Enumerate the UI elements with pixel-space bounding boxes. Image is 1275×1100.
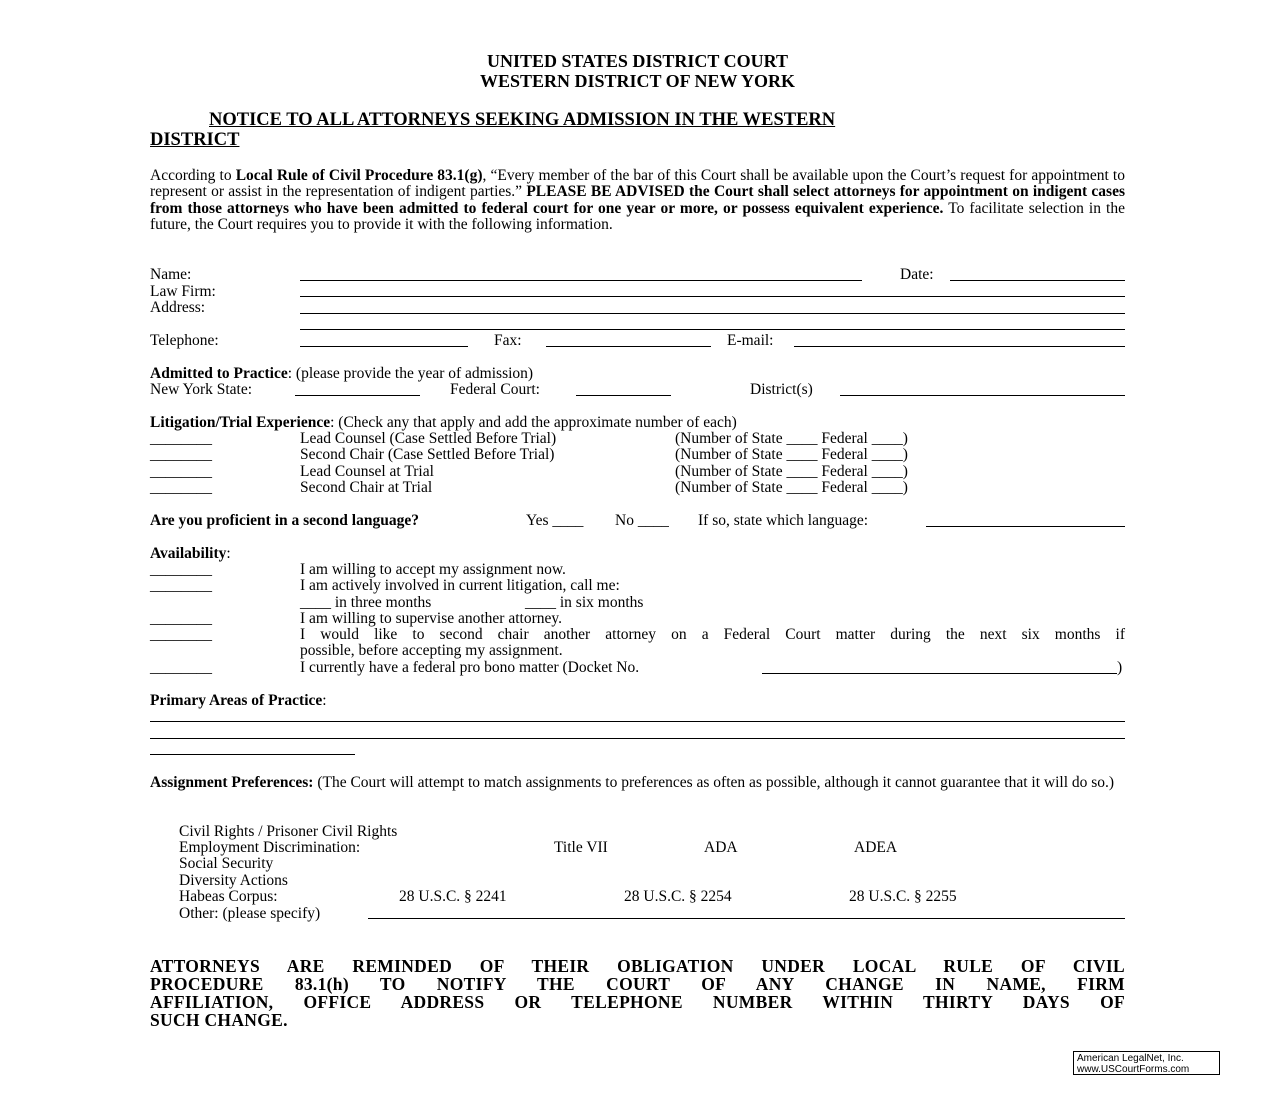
pref-habeas-corpus: Habeas Corpus: xyxy=(179,888,278,905)
availability-checkbox[interactable]: ________ xyxy=(150,577,212,594)
pref-other-label: Other: (please specify) xyxy=(179,905,321,922)
availability-heading-label: Availability xyxy=(150,545,227,562)
local-rule-reference: Local Rule of Civil Procedure 83.1(g) xyxy=(235,167,483,184)
notice-title-line2: DISTRICT xyxy=(150,130,240,150)
publisher-name: American LegalNet, Inc. xyxy=(1077,1053,1184,1064)
litigation-heading xyxy=(150,415,737,431)
pref-adea[interactable]: ADEA xyxy=(854,839,898,856)
publisher-footer xyxy=(1073,1051,1220,1075)
pref-other-field[interactable] xyxy=(368,918,1125,919)
pref-employment-discrimination: Employment Discrimination: xyxy=(179,839,361,856)
availability-item-current-litigation: I am actively involved in current litigation, call me: xyxy=(300,577,620,594)
publisher-website: www.USCourtForms.com xyxy=(1077,1064,1190,1075)
litigation-heading-label: Litigation/Trial Experience xyxy=(150,414,331,431)
pref-usc-2241[interactable]: 28 U.S.C. § 2241 xyxy=(399,888,507,905)
availability-checkbox[interactable]: ________ xyxy=(150,626,212,643)
fax-label: Fax: xyxy=(494,332,522,349)
litigation-checkbox[interactable]: ________ xyxy=(150,446,212,463)
availability-colon: : xyxy=(226,545,231,562)
language-which-field[interactable] xyxy=(926,526,1125,527)
warning-line: SUCH CHANGE. xyxy=(150,1010,288,1030)
three-months-field[interactable]: ____ in three months xyxy=(300,594,432,611)
admitted-heading-label: Admitted to Practice xyxy=(150,365,288,382)
federal-court-field[interactable] xyxy=(576,395,671,396)
litigation-item-label: Second Chair (Case Settled Before Trial) xyxy=(300,446,555,463)
availability-item-accept-now: I am willing to accept my assignment now. xyxy=(300,561,566,578)
language-which-label: If so, state which language: xyxy=(698,512,869,529)
practice-heading xyxy=(150,693,327,709)
intro-paragraph xyxy=(150,168,1125,233)
date-label: Date: xyxy=(900,266,934,283)
new-york-state-field[interactable] xyxy=(295,395,420,396)
litigation-item-count[interactable]: (Number of State ____ Federal ____) xyxy=(675,430,908,447)
docket-number-field[interactable] xyxy=(762,673,1117,674)
telephone-label: Telephone: xyxy=(150,332,219,349)
practice-colon: : xyxy=(322,692,327,709)
admitted-heading xyxy=(150,366,533,382)
warning-line: PROCEDURE 83.1(h) TO NOTIFY THE COURT OF ANY CHANGE IN NAME, FIRM xyxy=(150,974,1125,994)
pref-civil-rights[interactable]: Civil Rights / Prisoner Civil Rights xyxy=(179,823,398,840)
pref-title-vii[interactable]: Title VII xyxy=(554,839,608,856)
districts-field[interactable] xyxy=(840,395,1125,396)
availability-item-second-chair-line2: possible, before accepting my assignment. xyxy=(300,642,563,659)
address-field-line1[interactable] xyxy=(300,313,1125,314)
warning-line: AFFILIATION, OFFICE ADDRESS OR TELEPHONE NUMBER WITHIN THIRTY DAYS OF xyxy=(150,992,1125,1012)
warning-line: ATTORNEYS ARE REMINDED OF THEIR OBLIGATION UNDER LOCAL RULE OF CIVIL xyxy=(150,956,1125,976)
date-field[interactable] xyxy=(950,280,1125,281)
address-field-line2[interactable] xyxy=(300,329,1125,330)
pref-ada[interactable]: ADA xyxy=(704,839,738,856)
practice-field-line3[interactable] xyxy=(150,754,355,755)
litigation-checkbox[interactable]: ________ xyxy=(150,430,212,447)
practice-field-line1[interactable] xyxy=(150,721,1125,722)
name-label: Name: xyxy=(150,266,192,283)
availability-checkbox[interactable]: ________ xyxy=(150,659,212,676)
change-notification-warning xyxy=(150,957,1125,1029)
intro-text-3: To facilitate selection in the future, the Court requires you to provide it with the following information. xyxy=(150,199,1125,233)
telephone-field[interactable] xyxy=(300,346,468,347)
admitted-note: : (please provide the year of admission) xyxy=(287,365,534,382)
name-field[interactable] xyxy=(300,280,862,281)
litigation-checkbox[interactable]: ________ xyxy=(150,463,212,480)
new-york-state-label: New York State: xyxy=(150,381,253,398)
practice-field-line2[interactable] xyxy=(150,738,1125,739)
district-name: WESTERN DISTRICT OF NEW YORK xyxy=(479,71,796,91)
language-no-field[interactable]: No ____ xyxy=(615,512,669,529)
availability-item-pro-bono: I currently have a federal pro bono matter (Docket No. xyxy=(300,659,640,676)
fax-field[interactable] xyxy=(546,346,711,347)
pref-usc-2254[interactable]: 28 U.S.C. § 2254 xyxy=(624,888,732,905)
litigation-item-count[interactable]: (Number of State ____ Federal ____) xyxy=(675,446,908,463)
notice-title-line1: NOTICE TO ALL ATTORNEYS SEEKING ADMISSION IN THE WESTERN xyxy=(209,110,836,130)
litigation-checkbox[interactable]: ________ xyxy=(150,479,212,496)
litigation-item-label: Lead Counsel at Trial xyxy=(300,463,434,480)
intro-text-2: , “Every member of the bar of this Court shall be available upon the Court’s request for appointment to represent or assist in the representation of indigent parties.” xyxy=(150,167,1125,201)
pref-diversity-actions[interactable]: Diversity Actions xyxy=(179,872,288,889)
email-field[interactable] xyxy=(794,346,1125,347)
preferences-heading: Assignment Preferences: xyxy=(150,774,314,791)
advisory-notice: PLEASE BE ADVISED the Court shall select attorneys for appointment on indigent cases from those attorneys who have been admitted to federal court for one year or more, or possess equivalent experience. xyxy=(150,183,1125,217)
availability-item-supervise: I am willing to supervise another attorney. xyxy=(300,610,562,627)
availability-heading xyxy=(150,546,231,562)
court-name: UNITED STATES DISTRICT COURT xyxy=(487,51,788,71)
preferences-intro xyxy=(150,775,1125,791)
address-label: Address: xyxy=(150,299,206,316)
availability-checkbox[interactable]: ________ xyxy=(150,610,212,627)
six-months-field[interactable]: ____ in six months xyxy=(525,594,644,611)
language-yes-field[interactable]: Yes ____ xyxy=(526,512,584,529)
docket-close-paren: ) xyxy=(1117,659,1123,676)
litigation-item-count[interactable]: (Number of State ____ Federal ____) xyxy=(675,479,908,496)
practice-heading-label: Primary Areas of Practice xyxy=(150,692,323,709)
intro-text-1: According to xyxy=(150,167,236,184)
availability-item-second-chair-line1: I would like to second chair another attorney on a Federal Court matter during the next six months if xyxy=(300,626,1125,643)
pref-social-security[interactable]: Social Security xyxy=(179,855,274,872)
federal-court-label: Federal Court: xyxy=(450,381,540,398)
preferences-note: (The Court will attempt to match assignments to preferences as often as possible, although it cannot guarantee that it will do so.) xyxy=(313,774,1115,791)
availability-checkbox[interactable]: ________ xyxy=(150,561,212,578)
litigation-note: : (Check any that apply and add the approximate number of each) xyxy=(330,414,737,431)
law-firm-field[interactable] xyxy=(300,296,1125,297)
email-label: E-mail: xyxy=(727,332,774,349)
litigation-item-label: Second Chair at Trial xyxy=(300,479,433,496)
law-firm-label: Law Firm: xyxy=(150,283,216,300)
districts-label: District(s) xyxy=(750,381,813,398)
litigation-item-label: Lead Counsel (Case Settled Before Trial) xyxy=(300,430,557,447)
litigation-item-count[interactable]: (Number of State ____ Federal ____) xyxy=(675,463,908,480)
pref-usc-2255[interactable]: 28 U.S.C. § 2255 xyxy=(849,888,957,905)
language-question: Are you proficient in a second language? xyxy=(150,512,419,529)
